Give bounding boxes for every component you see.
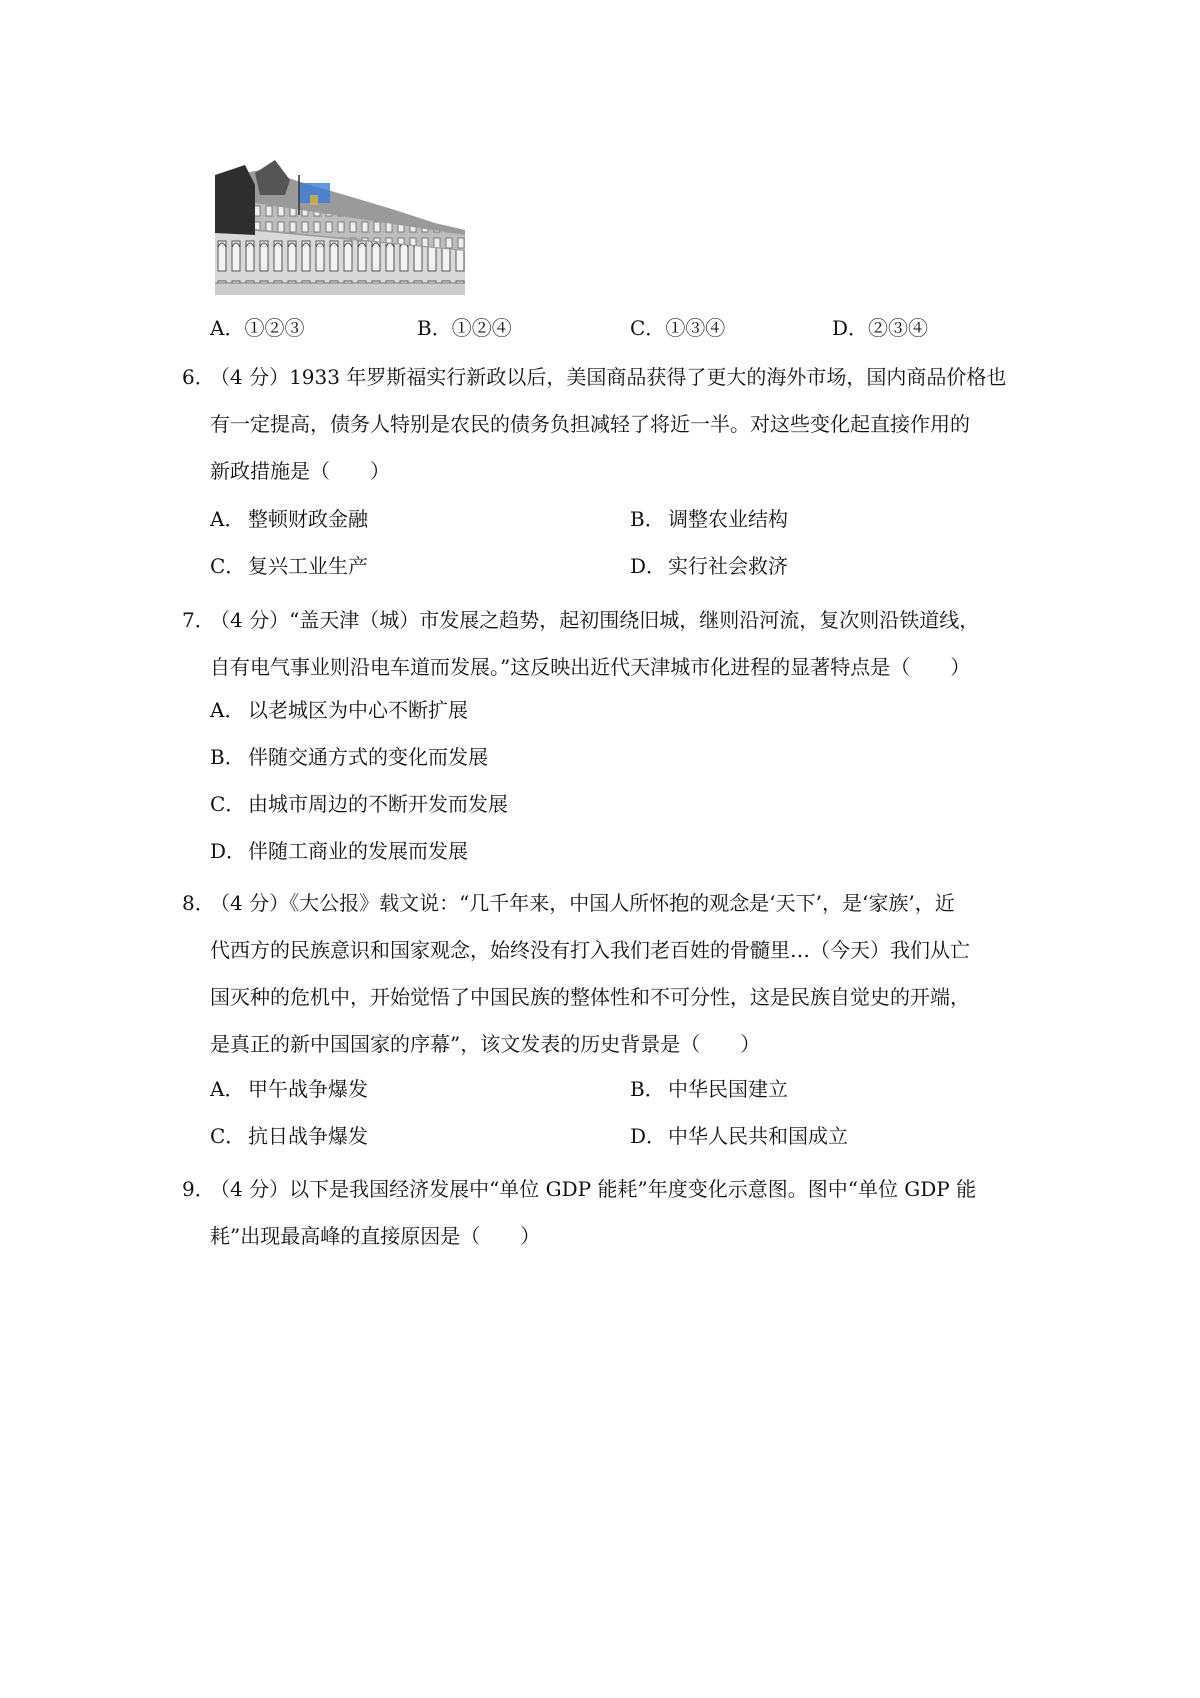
option-text: 由城市周边的不断开发而发展 (248, 792, 508, 816)
stem-line: 新政措施是（ ） (210, 459, 390, 483)
stem-line: （4 分）“盖天津（城）市发展之趋势，起初围绕旧城，继则沿河流，复次则沿铁道线， (210, 608, 980, 632)
q5-option-d[interactable] (832, 312, 928, 344)
stem-line: 自有电气事业则沿电车道而发展。”这反映出近代天津城市化进程的显著特点是（ ） (210, 655, 971, 679)
option-text: 复兴工业生产 (248, 554, 368, 578)
stem-line: 国灭种的危机中，开始觉悟了中国民族的整体性和不可分性，这是民族自觉史的开端， (210, 985, 970, 1009)
option-letter: A． (210, 698, 245, 722)
stem-line: 是真正的新中国国家的序幕”，该文发表的历史背景是（ ） (210, 1032, 761, 1056)
stem-line: 代西方的民族意识和国家观念，始终没有打入我们老百姓的骨髓里…（今天）我们从亡 (210, 938, 970, 962)
option-text: 抗日战争爆发 (248, 1124, 368, 1148)
option-text: 伴随工商业的发展而发展 (248, 839, 468, 863)
option-letter: A． (210, 507, 245, 531)
q8-option-a[interactable] (210, 1073, 368, 1105)
option-text: ②③④ (868, 316, 929, 340)
question-number: 9． (182, 1177, 215, 1201)
stem-line: （4 分）以下是我国经济发展中“单位 GDP 能耗”年度变化示意图。图中“单位 GDP 能 (210, 1177, 977, 1201)
option-letter: A． (210, 316, 245, 340)
option-letter: C． (210, 1124, 246, 1148)
question-stem (210, 1166, 1018, 1260)
option-text: 伴随交通方式的变化而发展 (248, 745, 488, 769)
q5-option-a[interactable] (210, 312, 304, 344)
option-text: 甲午战争爆发 (248, 1077, 368, 1101)
option-text: 中华民国建立 (668, 1077, 788, 1101)
q8-option-d[interactable] (630, 1120, 848, 1152)
option-text: 以老城区为中心不断扩展 (248, 698, 468, 722)
building-photo (215, 155, 465, 295)
option-letter: B． (210, 745, 245, 769)
option-text: ①③④ (665, 316, 726, 340)
q5-options (210, 312, 1010, 344)
question-stem (210, 880, 1018, 1068)
q8-option-c[interactable] (210, 1120, 368, 1152)
option-letter: C． (210, 554, 246, 578)
q7-option-a[interactable] (210, 694, 468, 726)
q6-option-a[interactable] (210, 503, 368, 535)
q7-option-d[interactable] (210, 835, 468, 867)
stem-line: （4 分）1933 年罗斯福实行新政以后，美国商品获得了更大的海外市场，国内商品价格也 (210, 365, 1007, 389)
question-number: 8． (182, 891, 215, 915)
stem-line: 有一定提高，债务人特别是农民的债务负担减轻了将近一半。对这些变化起直接作用的 (210, 412, 970, 436)
option-text: 中华人民共和国成立 (668, 1124, 848, 1148)
option-letter: D． (630, 554, 667, 578)
building-illustration (215, 155, 465, 295)
option-text: 实行社会救济 (668, 554, 788, 578)
stem-line: 耗”出现最高峰的直接原因是（ ） (210, 1224, 541, 1248)
option-letter: C． (630, 316, 666, 340)
option-letter: A． (210, 1077, 245, 1101)
q7-option-c[interactable] (210, 788, 508, 820)
option-letter: D． (832, 316, 869, 340)
q6-option-b[interactable] (630, 503, 788, 535)
question-stem (210, 354, 1018, 495)
option-text: ①②④ (451, 316, 512, 340)
option-letter: D． (210, 839, 247, 863)
q8-option-b[interactable] (630, 1073, 788, 1105)
option-letter: C． (210, 792, 246, 816)
question-number: 6． (182, 365, 215, 389)
option-letter: B． (417, 316, 452, 340)
question-stem (210, 597, 1018, 691)
question-number: 7． (182, 608, 215, 632)
q7-option-b[interactable] (210, 741, 488, 773)
q5-option-c[interactable] (630, 312, 725, 344)
option-text: 整顿财政金融 (248, 507, 368, 531)
option-letter: D． (630, 1124, 667, 1148)
stem-line: （4 分）《大公报》载文说：“几千年来，中国人所怀抱的观念是‘天下’，是‘家族’，近 (210, 891, 955, 915)
q5-option-b[interactable] (417, 312, 512, 344)
option-letter: B． (630, 507, 665, 531)
q6-option-d[interactable] (630, 550, 788, 582)
option-text: 调整农业结构 (668, 507, 788, 531)
option-text: ①②③ (244, 316, 305, 340)
option-letter: B． (630, 1077, 665, 1101)
q6-option-c[interactable] (210, 550, 368, 582)
